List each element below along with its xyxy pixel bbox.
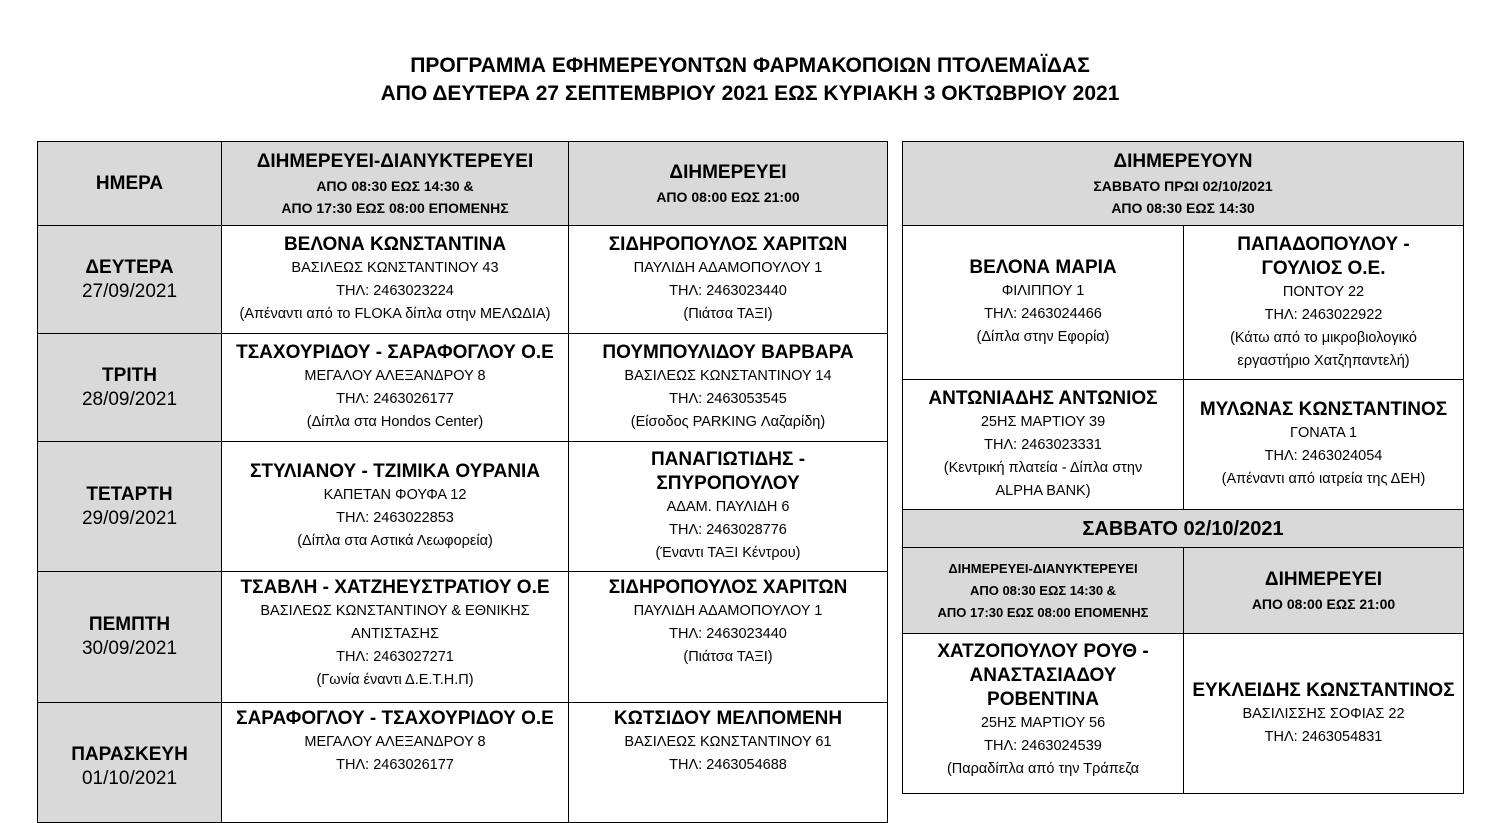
- header-day-hours: ΑΠΟ 08:00 ΕΩΣ 21:00: [656, 188, 800, 205]
- pharmacy-detail: ΚΑΠΕΤΑΝ ΦΟΥΦΑ 12: [323, 487, 467, 503]
- pharmacy-detail: (Γωνία έναντι Δ.Ε.Τ.Η.Π): [316, 672, 474, 688]
- pharmacy-detail: ΠΑΥΛΙΔΗ ΑΔΑΜΟΠΟΥΛΟΥ 1: [633, 260, 823, 276]
- pharmacy-name: ΜΥΛΩΝΑΣ ΚΩΝΣΤΑΝΤΙΝΟΣ: [1199, 399, 1448, 420]
- day-date: 28/09/2021: [81, 388, 178, 410]
- pharmacy-detail: ΒΑΣΙΛΕΩΣ ΚΩΝΣΤΑΝΤΙΝΟΥ 43: [291, 260, 499, 276]
- pharmacy-detail: (Είσοδος PARKING Λαζαρίδη): [630, 414, 826, 430]
- page-title: [0, 52, 1500, 108]
- day-cell: [38, 703, 222, 823]
- morning-header-date: ΣΑΒΒΑΤΟ ΠΡΩΙ 02/10/2021: [1093, 177, 1273, 194]
- pharmacy-name: ΣΠΥΡΟΠΟΥΛΟΥ: [656, 473, 800, 494]
- pharmacy-name: ΣΤΥΛΙΑΝΟΥ - ΤΖΙΜΙΚΑ ΟΥΡΑΝΙΑ: [249, 461, 541, 482]
- pharmacy-detail: ΤΗΛ: 2463024466: [984, 306, 1102, 322]
- day-date: 30/09/2021: [81, 638, 178, 659]
- pharmacy-detail: ΓΟΝΑΤΑ 1: [1289, 425, 1358, 441]
- day-date: 29/09/2021: [81, 507, 178, 529]
- header-day-duty: [569, 142, 888, 226]
- pharmacy-detail: ΠΟΝΤΟΥ 22: [1282, 283, 1365, 300]
- sat-header-night-title: ΔΙΗΜΕΡΕΥΕΙ-ΔΙΑΝΥΚΤΕΡΕΥΕΙ: [948, 560, 1138, 576]
- pharmacy-name: ΑΝΑΣΤΑΣΙΑΔΟΥ: [969, 665, 1117, 686]
- morning-row-2: [903, 380, 1464, 510]
- pharmacy-name: ΣΑΡΑΦΟΓΛΟΥ - ΤΣΑΧΟΥΡΙΔΟΥ Ο.Ε: [236, 708, 554, 729]
- header-night-duty: [222, 142, 569, 226]
- day-pharmacy-cell: [569, 572, 888, 703]
- pharmacy-cell: [1184, 634, 1464, 794]
- morning-header: [903, 142, 1464, 226]
- pharmacy-detail: ΜΕΓΑΛΟΥ ΑΛΕΞΑΝΔΡΟΥ 8: [304, 734, 486, 750]
- pharmacy-detail: ΒΑΣΙΛΕΩΣ ΚΩΝΣΤΑΝΤΙΝΟΥ 14: [624, 368, 832, 384]
- pharmacy-name: ΣΙΔΗΡΟΠΟΥΛΟΣ ΧΑΡΙΤΩΝ: [608, 234, 848, 255]
- pharmacy-detail: 25ΗΣ ΜΑΡΤΙΟΥ 56: [980, 715, 1106, 731]
- sat-header-night-hours-2: ΑΠΟ 17:30 ΕΩΣ 08:00 ΕΠΟΜΕΝΗΣ: [937, 604, 1149, 620]
- morning-header-hours: ΑΠΟ 08:30 ΕΩΣ 14:30: [1111, 199, 1255, 216]
- sat-header-night-hours-1: ΑΠΟ 08:30 ΕΩΣ 14:30 &: [969, 582, 1117, 598]
- pharmacy-detail: ΤΗΛ: 2463026177: [336, 757, 454, 773]
- pharmacy-detail: ΤΗΛ: 2463028776: [669, 522, 787, 538]
- day-cell: [38, 442, 222, 572]
- pharmacy-detail: ΤΗΛ: 2463023224: [336, 283, 454, 299]
- night-pharmacy-cell: [222, 703, 569, 823]
- pharmacy-detail: ΒΑΣΙΛΕΩΣ ΚΩΝΣΤΑΝΤΙΝΟΥ & ΕΘΝΙΚΗΣ: [260, 603, 530, 619]
- saturday-title: [903, 510, 1464, 548]
- table-row: [38, 442, 888, 572]
- pharmacy-detail: ΤΗΛ: 2463054831: [1264, 728, 1383, 745]
- pharmacy-cell: [903, 634, 1184, 794]
- pharmacy-detail: ΤΗΛ: 2463023331: [984, 436, 1102, 453]
- pharmacy-detail: ALPHA BANK): [995, 482, 1091, 499]
- day-cell: [38, 334, 222, 442]
- pharmacy-detail: ΤΗΛ: 2463023440: [669, 626, 787, 642]
- day-name: ΤΡΙΤΗ: [102, 364, 157, 386]
- pharmacy-name: ΕΥΚΛΕΙΔΗΣ ΚΩΝΣΤΑΝΤΙΝΟΣ: [1192, 679, 1455, 701]
- pharmacy-name: ΒΕΛΟΝΑ ΚΩΝΣΤΑΝΤΙΝΑ: [283, 234, 507, 255]
- pharmacy-name: ΠΑΠΑΔΟΠΟΥΛΟΥ -: [1237, 233, 1410, 255]
- header-day-label: ΗΜΕΡΑ: [95, 172, 164, 194]
- day-pharmacy-cell: [569, 703, 888, 823]
- pharmacy-detail: ΑΝΤΙΣΤΑΣΗΣ: [351, 626, 439, 642]
- night-pharmacy-cell: [222, 226, 569, 334]
- pharmacy-name: ΡΟΒΕΝΤΙΝΑ: [987, 689, 1099, 710]
- pharmacy-detail: (Δίπλα στα Αστικά Λεωφορεία): [297, 533, 493, 549]
- day-pharmacy-cell: [569, 334, 888, 442]
- day-date: 27/09/2021: [81, 280, 178, 302]
- morning-row-1: [903, 226, 1464, 380]
- night-pharmacy-cell: [222, 334, 569, 442]
- pharmacy-name: ΠΑΝΑΓΙΩΤΙΔΗΣ -: [650, 449, 806, 470]
- pharmacy-detail: (Απέναντι από ιατρεία της ΔΕΗ): [1221, 471, 1426, 487]
- sat-header-day-duty: [1184, 548, 1464, 634]
- pharmacy-name: ΠΟΥΜΠΟΥΛΙΔΟΥ ΒΑΡΒΑΡΑ: [602, 342, 854, 363]
- table-row: [38, 226, 888, 334]
- night-pharmacy-cell: [222, 572, 569, 703]
- saturday-title-row: [903, 510, 1464, 548]
- pharmacy-detail: ΤΗΛ: 2463054688: [669, 757, 787, 773]
- header-day: [38, 142, 222, 226]
- sat-header-night-duty: [903, 548, 1184, 634]
- pharmacy-detail: 25ΗΣ ΜΑΡΤΙΟΥ 39: [980, 413, 1106, 430]
- pharmacy-detail: ΤΗΛ: 2463023440: [669, 283, 787, 299]
- saturday-row: [903, 634, 1464, 794]
- pharmacy-cell: [903, 226, 1184, 380]
- header-night-hours-1: ΑΠΟ 08:30 ΕΩΣ 14:30 &: [316, 177, 474, 194]
- pharmacy-detail: ΒΑΣΙΛΕΩΣ ΚΩΝΣΤΑΝΤΙΝΟΥ 61: [624, 734, 832, 750]
- table-row: [38, 572, 888, 703]
- pharmacy-detail: εργαστήριο Χατζηπαντελή): [1237, 352, 1410, 369]
- header-night-title: ΔΙΗΜΕΡΕΥΕΙ-ΔΙΑΝΥΚΤΕΡΕΥΕΙ: [256, 150, 534, 172]
- day-name: ΠΑΡΑΣΚΕΥΗ: [71, 744, 188, 765]
- pharmacy-name: ΒΕΛΟΝΑ ΜΑΡΙΑ: [969, 257, 1117, 278]
- pharmacy-detail: ΤΗΛ: 2463022853: [336, 510, 454, 526]
- saturday-header-row: [903, 548, 1464, 634]
- day-name: ΠΕΜΠΤΗ: [88, 614, 171, 635]
- morning-header-row: [903, 142, 1464, 226]
- table-row: [38, 334, 888, 442]
- title-line-2: ΑΠΟ ΔΕΥΤΕΡΑ 27 ΣΕΠΤΕΜΒΡΙΟΥ 2021 ΕΩΣ ΚΥΡΙΑΚΗ 3 ΟΚΤΩΒΡΙΟΥ 2021: [380, 82, 1120, 105]
- pharmacy-name: ΣΙΔΗΡΟΠΟΥΛΟΣ ΧΑΡΙΤΩΝ: [608, 577, 848, 598]
- morning-header-title: ΔΙΗΜΕΡΕΥΟΥΝ: [1113, 150, 1253, 172]
- pharmacy-detail: ΤΗΛ: 2463022922: [1264, 306, 1383, 323]
- day-pharmacy-cell: [569, 442, 888, 572]
- pharmacy-detail: ΠΑΥΛΙΔΗ ΑΔΑΜΟΠΟΥΛΟΥ 1: [633, 603, 823, 619]
- pharmacy-cell: [903, 380, 1184, 510]
- pharmacy-detail: (Δίπλα στα Hondos Center): [306, 414, 484, 430]
- header-night-hours-2: ΑΠΟ 17:30 ΕΩΣ 08:00 ΕΠΟΜΕΝΗΣ: [281, 199, 509, 216]
- sat-header-day-hours: ΑΠΟ 08:00 ΕΩΣ 21:00: [1251, 595, 1396, 612]
- pharmacy-cell: [1184, 226, 1464, 380]
- night-pharmacy-cell: [222, 442, 569, 572]
- pharmacy-detail: ΤΗΛ: 2463024539: [984, 738, 1102, 754]
- pharmacy-detail: (Έναντι ΤΑΞΙ Κέντρου): [655, 545, 801, 561]
- pharmacy-detail: (Πιάτσα ΤΑΞΙ): [683, 649, 773, 665]
- pharmacy-detail: (Κάτω από το μικροβιολογικό: [1230, 329, 1417, 346]
- day-date: 01/10/2021: [81, 768, 178, 789]
- pharmacy-detail: ΤΗΛ: 2463027271: [336, 649, 454, 665]
- pharmacy-name: ΤΣΑΒΛΗ - ΧΑΤΖΗΕΥΣΤΡΑΤΙΟΥ Ο.Ε: [240, 577, 550, 598]
- weekday-schedule-table: [37, 141, 888, 823]
- day-cell: [38, 226, 222, 334]
- pharmacy-detail: ΦΙΛΙΠΠΟΥ 1: [1001, 283, 1085, 299]
- pharmacy-name: ΑΝΤΩΝΙΑΔΗΣ ΑΝΤΩΝΙΟΣ: [928, 387, 1158, 409]
- day-pharmacy-cell: [569, 226, 888, 334]
- pharmacy-name: ΤΣΑΧΟΥΡΙΔΟΥ - ΣΑΡΑΦΟΓΛΟΥ Ο.Ε: [236, 342, 554, 363]
- pharmacy-detail: ΑΔΑΜ. ΠΑΥΛΙΔΗ 6: [666, 499, 790, 515]
- day-cell: [38, 572, 222, 703]
- pharmacy-name: ΧΑΤΖΟΠΟΥΛΟΥ ΡΟΥΘ -: [937, 641, 1149, 662]
- title-line-1: ΠΡΟΓΡΑΜΜΑ ΕΦΗΜΕΡΕΥΟΝΤΩΝ ΦΑΡΜΑΚΟΠΟΙΩΝ ΠΤΟΛΕΜΑΪΔΑΣ: [410, 54, 1090, 77]
- table-row: [38, 703, 888, 823]
- pharmacy-detail: (Κεντρική πλατεία - Δίπλα στην: [943, 459, 1143, 476]
- day-name: ΔΕΥΤΕΡΑ: [85, 256, 174, 278]
- pharmacy-detail: (Πιάτσα ΤΑΞΙ): [683, 306, 773, 322]
- pharmacy-detail: ΤΗΛ: 2463024054: [1264, 448, 1383, 464]
- pharmacy-detail: ΜΕΓΑΛΟΥ ΑΛΕΞΑΝΔΡΟΥ 8: [304, 368, 486, 384]
- pharmacy-detail: (Δίπλα στην Εφορία): [976, 329, 1110, 345]
- pharmacy-detail: (Απέναντι από το FLOKA δίπλα στην ΜΕΛΩΔΙΑ): [239, 306, 551, 322]
- header-day-title: ΔΙΗΜΕΡΕΥΕΙ: [669, 161, 787, 183]
- saturday-schedule-table: [902, 141, 1464, 794]
- pharmacy-cell: [1184, 380, 1464, 510]
- pharmacy-detail: ΤΗΛ: 2463053545: [669, 391, 787, 407]
- weekday-rows: [38, 226, 888, 823]
- pharmacy-detail: ΤΗΛ: 2463026177: [336, 391, 454, 407]
- day-name: ΤΕΤΑΡΤΗ: [86, 483, 173, 505]
- pharmacy-detail: (Παραδίπλα από την Τράπεζα: [946, 761, 1140, 777]
- pharmacy-detail: ΒΑΣΙΛΙΣΣΗΣ ΣΟΦΙΑΣ 22: [1242, 705, 1405, 722]
- saturday-title-label: ΣΑΒΒΑΤΟ 02/10/2021: [1082, 517, 1284, 540]
- pharmacy-name: ΓΟΥΛΙΟΣ Ο.Ε.: [1261, 257, 1386, 279]
- sat-header-day-title: ΔΙΗΜΕΡΕΥΕΙ: [1264, 568, 1383, 590]
- pharmacy-name: ΚΩΤΣΙΔΟΥ ΜΕΛΠΟΜΕΝΗ: [613, 708, 843, 729]
- table-header-row: [38, 142, 888, 226]
